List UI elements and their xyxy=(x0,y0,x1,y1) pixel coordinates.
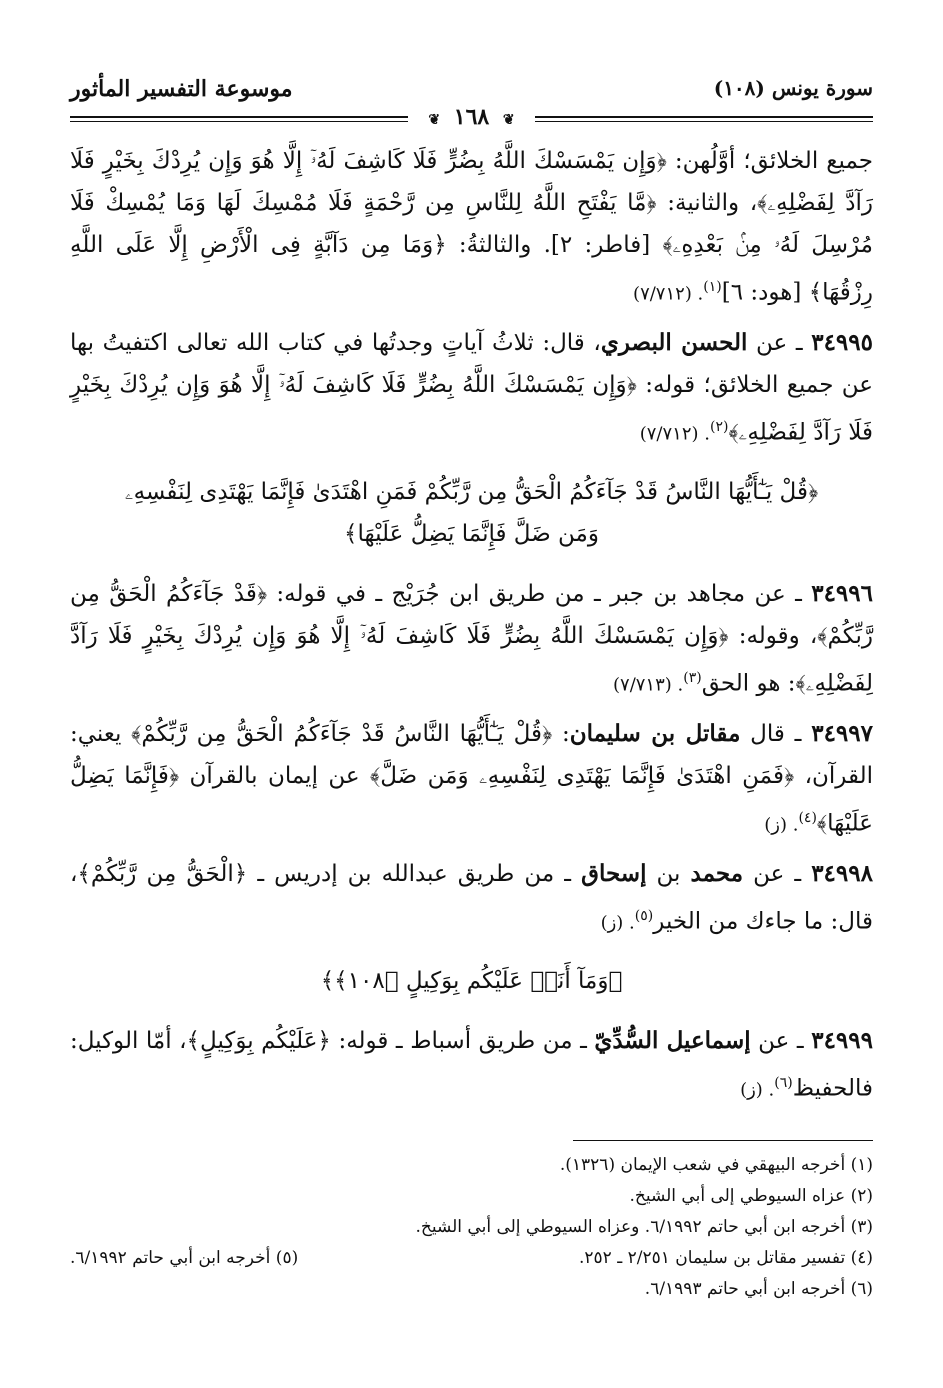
narration-34995 xyxy=(70,322,873,456)
footnote-marker: (٣) xyxy=(683,670,702,687)
footnote-marker: (٢) xyxy=(709,418,729,435)
paragraph-text: ـ من طريق عبدالله بن إدريس ـ ﴿الْحَقُّ مِن رَّبِّكُمْ﴾، قال: ما جاءك من الخير xyxy=(70,860,873,935)
quran-verse-heading xyxy=(70,471,873,555)
narration-prefix: ـ عن xyxy=(743,860,812,887)
volume-reference: . (ز) xyxy=(740,1079,775,1101)
page-number: ١٦٨ xyxy=(453,104,490,130)
paragraph-text: ـ عن مجاهد بن جبر ـ من طريق ابن جُرَيْج ـ في قوله: ﴿قَدْ جَآءَكُمُ الْحَقُّ مِن رَّبِّكُمْ﴾، وقوله: ﴿وَإِن يَمْسَسْكَ اللَّهُ بِضُرٍّ فَلَا كَاشِفَ لَهُۥٓ إِلَّا هُوَ وَإِن يُرِدْكَ بِخَيْرٍ فَلَا رَآدَّ لِفَضْلِهِۦ﴾: هو الحق xyxy=(70,581,873,697)
narration-number: ٣٤٩٩٧ xyxy=(811,719,873,747)
footnote-divider xyxy=(573,1140,873,1141)
narration-number: ٣٤٩٩٨ xyxy=(811,859,873,887)
volume-reference: . (٧/٧١٣) xyxy=(613,674,684,696)
verse-line: وَمَن ضَلَّ فَإِنَّمَا يَضِلُّ عَلَيْهَا﴾ xyxy=(344,521,599,548)
narration-number: ٣٤٩٩٩ xyxy=(811,1027,873,1055)
page-number-area xyxy=(0,104,943,130)
narration-number: ٣٤٩٩٥ xyxy=(811,328,873,356)
footnote-item: (٣) أخرجه ابن أبي حاتم ٦/١٩٩٢. وعزاه السيوطي إلى أبي الشيخ. xyxy=(415,1217,873,1237)
paragraph-text: : ﴿قُلْ يَـٰٓأَيُّهَا النَّاسُ قَدْ جَآءَكُمُ الْحَقُّ مِن رَّبِّكُمْ﴾ يعني: القرآن، ﴿فَمَنِ اهْتَدَىٰ فَإِنَّمَا يَهْتَدِى لِنَفْسِهِۦ وَمَن ضَلَّ﴾ عن إيمان بالقرآن ﴿فَإِنَّمَا يَضِلُّ عَلَيْهَا﴾ xyxy=(70,720,873,837)
footnote-item: (٤) تفسير مقاتل بن سليمان ٢/٢٥١ ـ ٢٥٢. xyxy=(579,1248,873,1268)
ornament-icon: ❦ xyxy=(502,112,515,128)
ornament-icon: ❦ xyxy=(428,112,441,128)
footnote-marker: (٥) xyxy=(634,907,654,924)
narration-number: ٣٤٩٩٦ xyxy=(811,580,873,608)
main-text xyxy=(70,140,873,1118)
narration-34998 xyxy=(70,853,873,945)
narrator-name: مقاتل بن سليمان xyxy=(569,719,741,747)
paragraph-text: ـ من طريق أسباط ـ قوله: ﴿عَلَيْكُم بِوَكِيلٍ﴾، أمّا الوكيل: فالحفيظ xyxy=(70,1028,873,1102)
surah-title: سورة يونس (١٠٨) xyxy=(713,76,873,100)
book-title: موسوعة التفسير المأثور xyxy=(70,76,293,102)
narration-prefix: ـ عن xyxy=(747,329,812,356)
verse-line: ﴿وَمَآ أَنَا۠ عَلَيْكُم بِوَكِيلٍ ﴿١٠٨﴾﴾ xyxy=(320,968,623,995)
narration-34996 xyxy=(70,573,873,707)
footnote-item: (٢) عزاه السيوطي إلى أبي الشيخ. xyxy=(629,1186,873,1206)
footnote-marker: (٤) xyxy=(798,809,817,826)
footnote-item: (٥) أخرجه ابن أبي حاتم ٦/١٩٩٢. xyxy=(70,1248,299,1268)
narrator-name-link: بن xyxy=(646,860,691,887)
narration-prefix: ـ قال xyxy=(740,720,812,747)
paragraph-text: جميع الخلائق؛ أوَّلُهن: ﴿وَإِن يَمْسَسْكَ اللَّهُ بِضُرٍّ فَلَا كَاشِفَ لَهُۥٓ إِلَّا هُوَ وَإِن يُرِدْكَ بِخَيْرٍ فَلَا رَآدَّ لِفَضْلِهِۦ﴾، والثانية: ﴿مَّا يَفْتَحِ اللَّهُ لِلنَّاسِ مِن رَّحْمَةٍ فَلَا مُمْسِكَ لَهَا وَمَا يُمْسِكْ فَلَا مُرْسِلَ لَهُۥ مِنۢ بَعْدِهِۦ﴾ [فاطر: ٢]. والثالثةُ: ﴿وَمَا مِن دَآبَّةٍ فِى الْأَرْضِ إِلَّا عَلَى اللَّهِ رِزْقُهَا﴾ [هود: ٦] xyxy=(70,148,873,306)
footnote-item: (٦) أخرجه ابن أبي حاتم ٦/١٩٩٣. xyxy=(644,1279,873,1299)
footnote-marker: (٦) xyxy=(774,1075,793,1092)
narrator-name: محمد xyxy=(690,859,744,887)
footnote-row xyxy=(70,1243,873,1274)
footnotes xyxy=(70,1150,873,1305)
narration-34999 xyxy=(70,1020,873,1112)
narrator-name: إسماعيل السُّدِّيّ xyxy=(594,1027,751,1055)
quran-verse-heading xyxy=(70,960,873,1002)
footnote-item: (١) أخرجه البيهقي في شعب الإيمان (١٣٢٦). xyxy=(559,1155,873,1175)
verse-line: ﴿قُلْ يَـٰٓأَيُّهَا النَّاسُ قَدْ جَآءَكُمُ الْحَقُّ مِن رَّبِّكُمْ فَمَنِ اهْتَدَىٰ فَإِنَّمَا يَهْتَدِى لِنَفْسِهِۦ xyxy=(124,479,819,506)
narration-34997 xyxy=(70,713,873,847)
narrator-name: الحسن البصري xyxy=(600,328,748,356)
volume-reference: . (ز) xyxy=(600,912,635,934)
narration-prefix: ـ عن xyxy=(750,1028,812,1055)
paragraph-continued xyxy=(70,140,873,316)
narrator-name: إسحاق xyxy=(581,859,647,887)
paragraph-text: ، قال: ثلاثُ آياتٍ وجدتُها في كتاب الله تعالى اكتفيتُ بها عن جميع الخلائق؛ قوله: ﴿وَإِن يَمْسَسْكَ اللَّهُ بِضُرٍّ فَلَا كَاشِفَ لَهُۥٓ إِلَّا هُوَ وَإِن يُرِدْكَ بِخَيْرٍ فَلَا رَآدَّ لِفَضْلِهِۦ﴾ xyxy=(70,329,873,446)
footnote-marker: (١) xyxy=(703,279,722,295)
volume-reference: . (٧/٧١٢) xyxy=(639,423,710,445)
page-number-box xyxy=(408,104,534,130)
volume-reference: . (ز) xyxy=(764,814,799,836)
volume-reference: . (٧/٧١٢) xyxy=(633,283,704,305)
